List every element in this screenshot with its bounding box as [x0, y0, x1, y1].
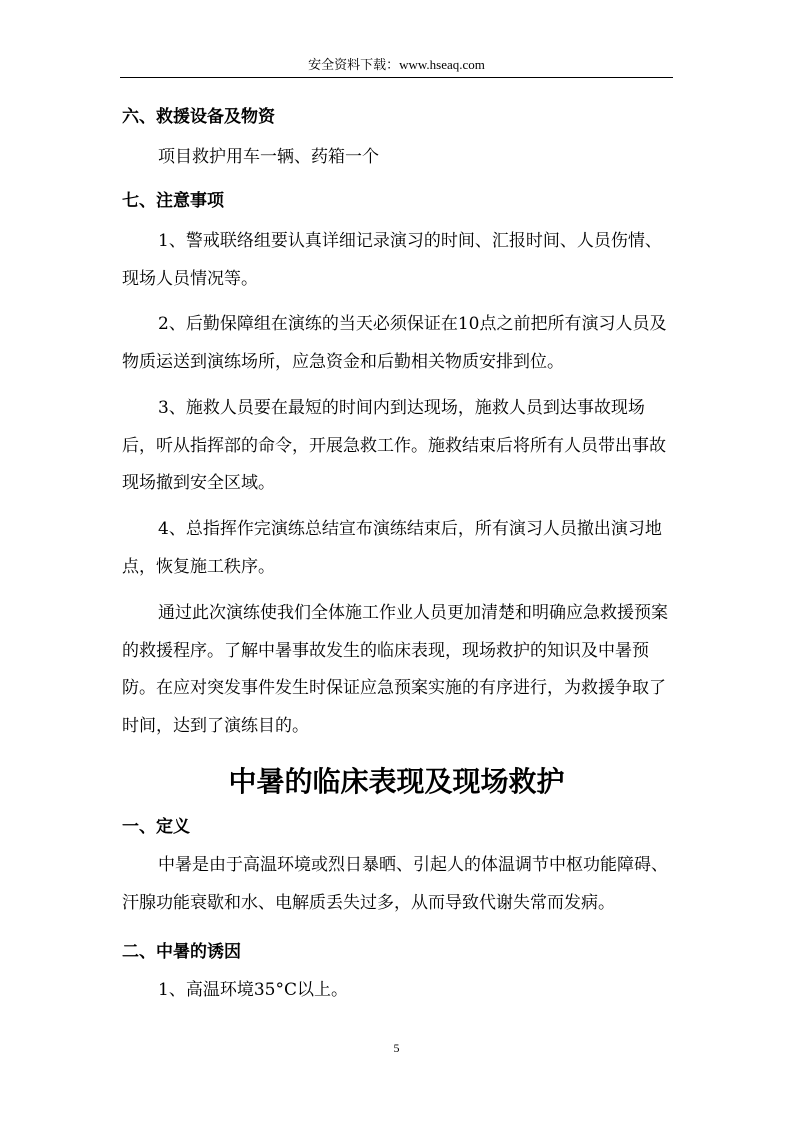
document-title: 中暑的临床表现及现场救护 — [228, 765, 565, 798]
paragraph-definition: 中暑是由于高温环境或烈日暴晒、引起人的体温调节中枢功能障碍、汗腺功能衰歇和水、电解质丢失过多，从而导致代谢失常而发病。 — [122, 855, 668, 913]
precaution-item-3: 3、施救人员要在最短的时间内到达现场，施救人员到达事故现场后，听从指挥部的命令，开展急救工作。施救结束后将所有人员带出事故现场撤到安全区域。 — [122, 398, 666, 493]
cause-item-1: 1、高温环境35°C以上。 — [158, 980, 348, 1000]
section-heading-causes: 二、中暑的诱因 — [122, 942, 241, 962]
paragraph-drill-summary: 通过此次演练使我们全体施工作业人员更加清楚和明确应急救援预案的救援程序。了解中暑事故发生的临床表现，现场救护的知识及中暑预防。在应对突发事件发生时保证应急预案实施的有序进行，为救援争取了时间，达到了演练目的。 — [122, 603, 668, 736]
header-divider — [120, 77, 673, 78]
precaution-item-4: 4、总指挥作完演练总结宣布演练结束后，所有演习人员撤出演习地点，恢复施工秩序。 — [122, 519, 662, 577]
precaution-item-2: 2、后勤保障组在演练的当天必须保证在10点之前把所有演习人员及物质运送到演练场所，应急资金和后勤相关物质安排到位。 — [122, 314, 667, 372]
section-heading-rescue-equipment: 六、救援设备及物资 — [122, 107, 275, 127]
page-number: 5 — [393, 1041, 400, 1055]
precaution-item-1: 1、警戒联络组要认真详细记录演习的时间、汇报时间、人员伤情、现场人员情况等。 — [122, 231, 662, 289]
section-heading-definition: 一、定义 — [122, 817, 190, 837]
page-header: 安全资料下载：www.hseaq.com — [308, 57, 485, 72]
paragraph-rescue-equipment: 项目救护用车一辆、药箱一个 — [158, 147, 379, 167]
section-heading-precautions: 七、注意事项 — [122, 191, 224, 211]
